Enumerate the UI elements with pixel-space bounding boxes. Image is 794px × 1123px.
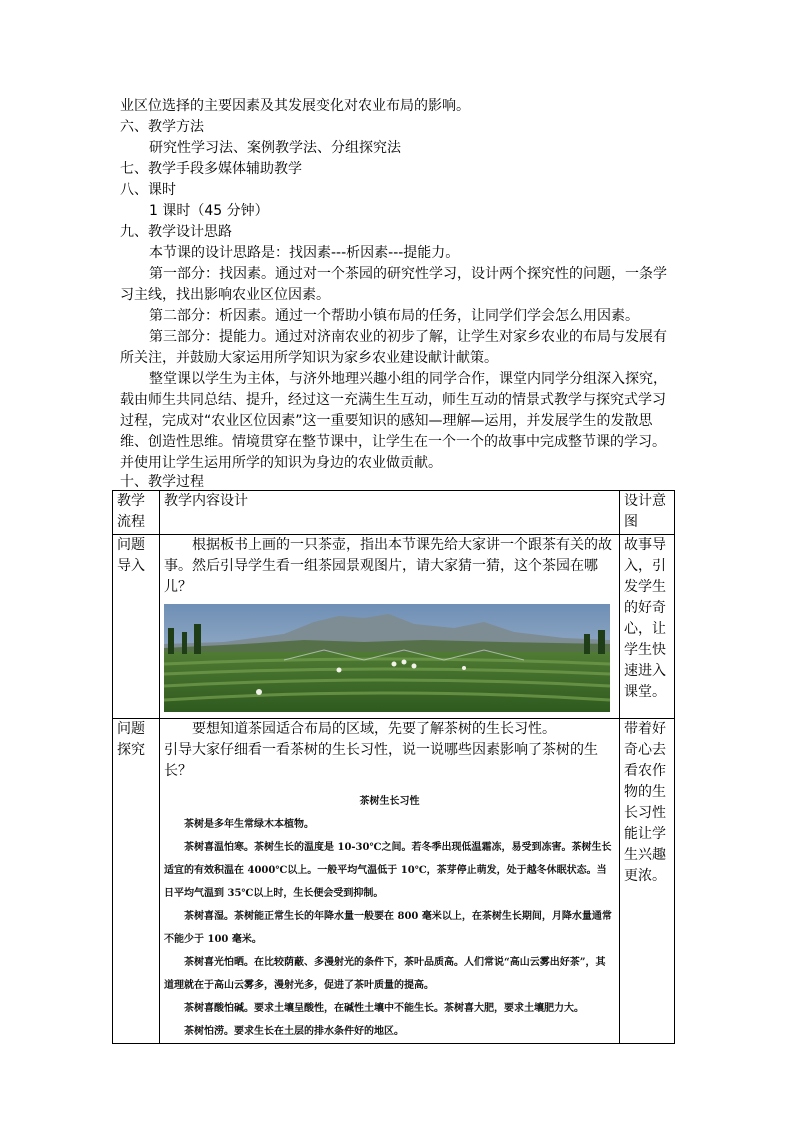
excerpt-paragraph: 茶树喜湿。茶树能正常生长的年降水量一般要在 800 毫米以上，在茶树生长期间，月降水量通常不能少于 100 毫米。	[164, 911, 612, 945]
methods-text: 研究性学习法、案例教学法、分组探究法	[149, 140, 401, 156]
periods-text: 1 课时（45 分钟）	[149, 203, 269, 219]
section-heading-process: 十、教学过程	[120, 474, 204, 490]
row-content-intro: 根据板书上画的一只茶壶，指出本节课先给大家讲一个跟茶有关的故事。然后引导学生看一组茶园景观图片，请大家猜一猜，这个茶园在哪儿？	[164, 537, 612, 595]
excerpt-paragraph: 茶树是多年生常绿木本植物。	[184, 819, 314, 830]
excerpt-paragraph: 茶树怕涝。要求生长在土层的排水条件好的地区。	[184, 1026, 404, 1037]
header-content: 教学内容设计	[160, 491, 620, 535]
row-intent-explore: 带着好奇心去看农作物的生长习性能让学生兴趣更浓。	[620, 719, 675, 1044]
excerpt-paragraph: 茶树喜光怕晒。在比较荫蔽、多漫射光的条件下，茶叶品质高。人们常说“高山云雾出好茶”，其道理就在于高山云雾多，漫射光多，促进了茶叶质量的提高。	[164, 957, 606, 991]
section-heading-design: 九、教学设计思路	[120, 224, 232, 240]
section-heading-methods: 六、教学方法	[120, 119, 204, 135]
design-overall-line3: 过程，完成对“农业区位因素”这一重要知识的感知—理解—运用，并发展学生的发散思	[120, 413, 653, 429]
design-part1-line2: 习主线，找出影响农业区位因素。	[120, 287, 330, 303]
design-overall-line4: 维、创造性思维。情境贯穿在整节课中，让学生在一个一个的故事中完成整节课的学习。	[120, 434, 666, 450]
design-overall-line1: 整堂课以学生为主体，与济外地理兴趣小组的同学合作，课堂内同学分组深入探究，	[149, 371, 667, 387]
row-intent-intro: 故事导入，引发学生的好奇心，让学生快速进入课堂。	[620, 535, 675, 719]
design-overall-line5: 并使用让学生运用所学的知识为身边的农业做贡献。	[120, 455, 442, 471]
header-stage: 教学流程	[113, 491, 160, 535]
excerpt-title: 茶树生长习性	[359, 796, 420, 807]
tea-habit-excerpt	[164, 790, 615, 1043]
row-stage-intro: 问题导入	[113, 535, 160, 719]
table-row	[113, 535, 675, 719]
table-header-row	[113, 491, 675, 535]
row-content-explore-cell	[160, 719, 620, 1044]
tea-garden-photo	[164, 604, 610, 712]
design-part3-line1: 第三部分：提能力。通过对济南农业的初步了解，让学生对家乡农业的布局与发展有	[149, 329, 667, 345]
table-row	[113, 719, 675, 1044]
row-content-explore-2: 引导大家仔细看一看茶树的生长习性，说一说哪些因素影响了茶树的生长？	[164, 742, 598, 779]
row-stage-explore: 问题探究	[113, 719, 160, 1044]
design-part3-line2: 所关注，并鼓励大家运用所学知识为家乡农业建设献计献策。	[120, 350, 498, 366]
row-content-explore-1: 要想知道茶园适合布局的区域，先要了解茶树的生长习性。	[192, 721, 556, 737]
design-part2: 第二部分：析因素。通过一个帮助小镇布局的任务，让同学们学会怎么用因素。	[149, 308, 639, 324]
header-intent: 设计意图	[620, 491, 675, 535]
row-content-intro-cell	[160, 535, 620, 719]
teaching-process-table	[112, 490, 675, 1044]
design-part1-line1: 第一部分：找因素。通过对一个茶园的研究性学习，设计两个探究性的问题，一条学	[149, 266, 667, 282]
section-heading-media: 七、教学手段多媒体辅助教学	[120, 161, 302, 177]
section-heading-periods: 八、课时	[120, 182, 176, 198]
design-overall-line2: 载由师生共同总结、提升，经过这一充满生生互动，师生互动的情景式教学与探究式学习	[120, 392, 666, 408]
design-summary: 本节课的设计思路是：找因素---析因素---提能力。	[149, 245, 460, 261]
excerpt-paragraph: 茶树喜温怕寒。茶树生长的温度是 10-30℃之间。若冬季出现低温霜冻，易受到冻害。茶树生长适宜的有效积温在 4000℃以上。一般平均气温低于 10℃，茶芽停止萌发，处于越冬休眠状态。当日平均气温到 35℃以上时，生长便会受到抑制。	[164, 842, 612, 899]
excerpt-paragraph: 茶树喜酸怕碱。要求土壤呈酸性，在碱性土壤中不能生长。茶树喜大肥，要求土壤肥力大。	[184, 1003, 584, 1014]
intro-line-continuation: 业区位选择的主要因素及其发展变化对农业布局的影响。	[120, 98, 470, 114]
